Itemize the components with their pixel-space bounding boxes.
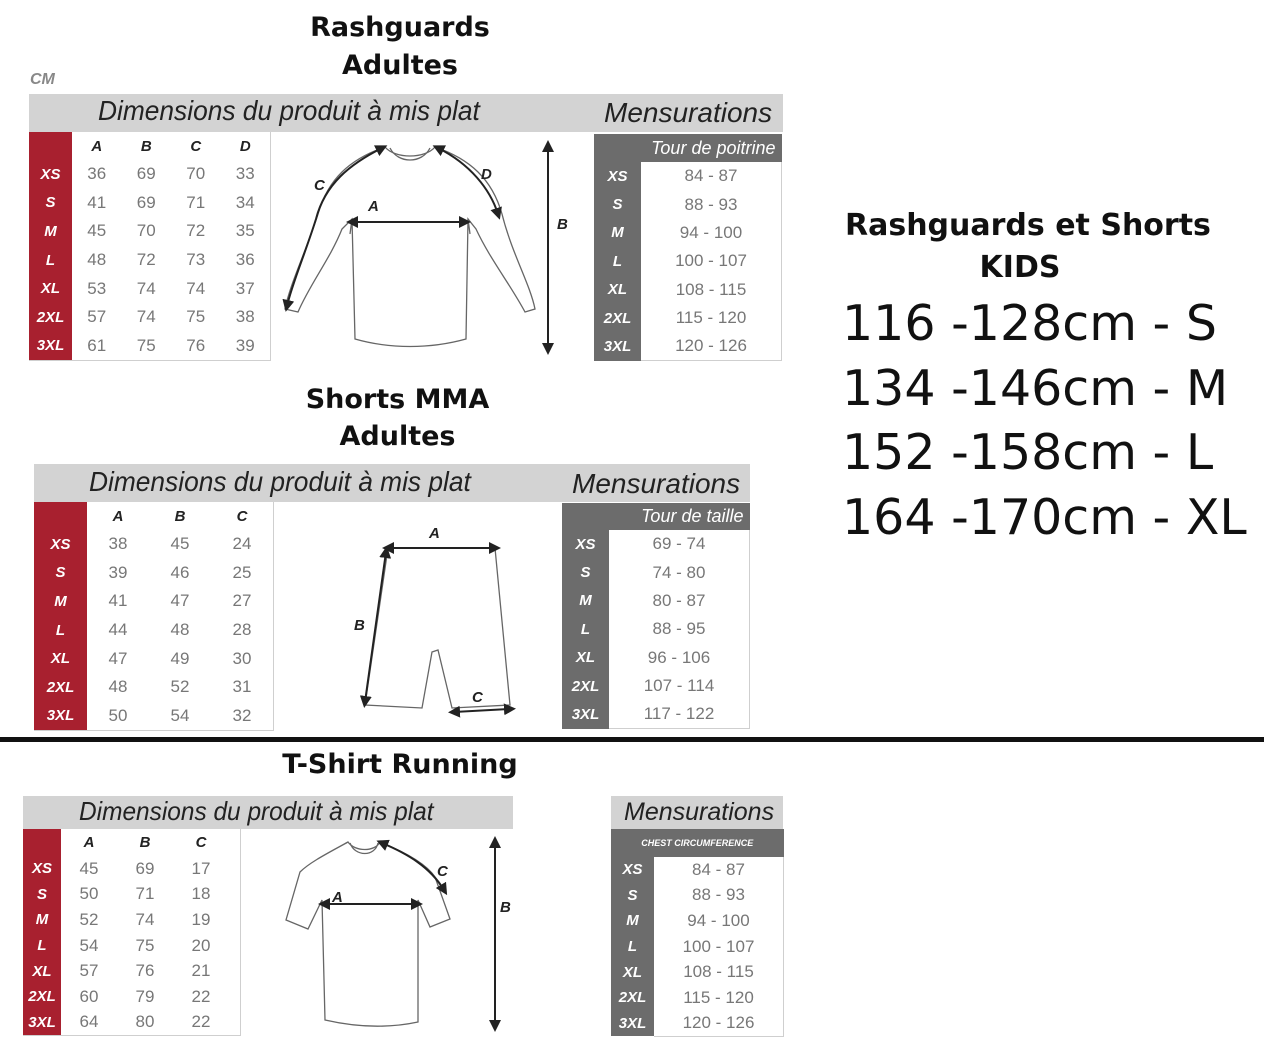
size-label: 3XL bbox=[34, 702, 87, 731]
dim-value: 17 bbox=[191, 858, 211, 878]
shorts-mens-table bbox=[562, 503, 750, 729]
dim-value: 54 bbox=[79, 935, 99, 955]
dim-value: 41 bbox=[87, 192, 107, 212]
dim-value: 36 bbox=[235, 250, 255, 270]
tshirt-dim-header: Dimensions du produit à mis plat bbox=[79, 796, 434, 826]
section-divider bbox=[0, 737, 1264, 742]
dim-value: 52 bbox=[170, 677, 190, 697]
dim-value: 57 bbox=[87, 307, 107, 327]
dim-value: 28 bbox=[232, 620, 252, 640]
table-row bbox=[23, 907, 229, 933]
table-row bbox=[29, 303, 270, 332]
mens-value: 108 - 115 bbox=[654, 959, 784, 985]
size-label: M bbox=[594, 219, 641, 247]
table-row bbox=[611, 1011, 784, 1037]
table-row bbox=[29, 217, 270, 246]
tshirt-diagram bbox=[280, 832, 520, 1032]
table-row bbox=[562, 672, 750, 700]
dim-value: 48 bbox=[108, 677, 128, 697]
table-row bbox=[562, 644, 750, 672]
dim-value: 69 bbox=[136, 192, 156, 212]
size-label: S bbox=[29, 189, 72, 218]
dim-value: 47 bbox=[170, 591, 190, 611]
size-label: 3XL bbox=[594, 332, 641, 360]
dim-value: 39 bbox=[235, 335, 255, 355]
dim-value: 75 bbox=[136, 335, 156, 355]
dim-value: 33 bbox=[235, 164, 255, 184]
kids-title-line1: Rashguards et Shorts bbox=[845, 208, 1211, 243]
dim-value: 36 bbox=[87, 164, 107, 184]
shorts-label-b: B bbox=[354, 617, 365, 634]
table-row bbox=[34, 673, 273, 702]
size-label: S bbox=[594, 190, 641, 218]
tshirt-shape bbox=[286, 842, 450, 1026]
size-label: 2XL bbox=[611, 985, 654, 1011]
shorts-title-line1: Shorts MMA bbox=[305, 384, 490, 415]
mens-value: 120 - 126 bbox=[654, 1011, 784, 1037]
mens-value: 115 - 120 bbox=[641, 304, 782, 332]
table-row bbox=[611, 883, 784, 909]
mens-value: 88 - 93 bbox=[654, 883, 784, 909]
mens-value: 120 - 126 bbox=[641, 332, 782, 360]
size-label: 3XL bbox=[562, 700, 609, 728]
dim-value: 52 bbox=[79, 909, 99, 929]
dim-value: 19 bbox=[191, 909, 211, 929]
size-label: XL bbox=[594, 276, 641, 304]
tshirt-label-c: C bbox=[437, 863, 448, 880]
mens-value: 80 - 87 bbox=[609, 587, 750, 615]
dim-value: 69 bbox=[135, 858, 155, 878]
dim-value: 70 bbox=[136, 221, 156, 241]
dim-value: 61 bbox=[87, 335, 107, 355]
dim-value: 74 bbox=[135, 909, 155, 929]
dim-column-header: A bbox=[83, 834, 95, 851]
table-row bbox=[562, 615, 750, 643]
dim-header-row bbox=[23, 829, 229, 856]
dim-column-header: C bbox=[195, 834, 207, 851]
size-label: XL bbox=[23, 958, 61, 984]
dim-value: 47 bbox=[108, 648, 128, 668]
size-column-corner bbox=[29, 132, 72, 160]
size-label: M bbox=[23, 907, 61, 933]
table-row bbox=[29, 189, 270, 218]
rashguard-diagram bbox=[280, 134, 590, 356]
dim-column-header: B bbox=[140, 137, 152, 155]
dim-value: 45 bbox=[170, 534, 190, 554]
table-row bbox=[611, 934, 784, 960]
dim-value: 38 bbox=[235, 307, 255, 327]
dim-value: 73 bbox=[186, 250, 206, 270]
dim-value: 80 bbox=[135, 1012, 155, 1032]
size-label: S bbox=[23, 882, 61, 908]
tshirt-mens-table bbox=[611, 829, 784, 1037]
mens-value: 108 - 115 bbox=[641, 276, 782, 304]
dim-value: 45 bbox=[87, 221, 107, 241]
rashguards-mens-table bbox=[594, 134, 782, 361]
mens-value: 107 - 114 bbox=[609, 672, 750, 700]
mens-value: 84 - 87 bbox=[654, 857, 784, 883]
dim-value: 76 bbox=[135, 961, 155, 981]
dim-column-header: A bbox=[112, 507, 124, 525]
mens-subheader: CHEST CIRCUMFERENCE bbox=[611, 829, 784, 857]
dim-value: 49 bbox=[170, 648, 190, 668]
dim-column-header: B bbox=[139, 834, 151, 851]
shorts-diagram bbox=[350, 520, 530, 720]
size-label: M bbox=[611, 908, 654, 934]
mens-value: 94 - 100 bbox=[641, 219, 782, 247]
table-row bbox=[23, 882, 229, 908]
dim-value: 74 bbox=[136, 307, 156, 327]
mens-subheader: Tour de poitrine bbox=[594, 134, 782, 162]
mens-value: 84 - 87 bbox=[641, 162, 782, 190]
dim-value: 38 bbox=[108, 534, 128, 554]
size-label: M bbox=[29, 217, 72, 246]
mens-value: 74 - 80 bbox=[609, 558, 750, 586]
size-label: M bbox=[562, 587, 609, 615]
size-column-corner bbox=[23, 829, 61, 856]
dim-value: 60 bbox=[79, 986, 99, 1006]
mens-value: 100 - 107 bbox=[654, 934, 784, 960]
dim-value: 69 bbox=[136, 164, 156, 184]
dim-value: 79 bbox=[135, 986, 155, 1006]
mens-value: 88 - 95 bbox=[609, 615, 750, 643]
size-label: 3XL bbox=[611, 1011, 654, 1037]
rashguard-label-c: C bbox=[314, 177, 325, 194]
size-label: 2XL bbox=[594, 304, 641, 332]
table-row bbox=[29, 246, 270, 275]
table-row bbox=[29, 160, 270, 189]
size-label: L bbox=[34, 616, 87, 645]
shorts-dim-header: Dimensions du produit à mis plat bbox=[89, 466, 471, 497]
table-row bbox=[562, 700, 750, 728]
mens-value: 117 - 122 bbox=[609, 700, 750, 728]
table-row bbox=[594, 304, 782, 332]
dim-header-row bbox=[29, 132, 270, 160]
size-label: L bbox=[23, 933, 61, 959]
dim-value: 74 bbox=[186, 278, 206, 298]
size-label: L bbox=[29, 246, 72, 275]
mens-subheader: Tour de taille bbox=[562, 503, 750, 530]
rashguard-label-a: A bbox=[368, 198, 379, 215]
tshirt-title: T-Shirt Running bbox=[282, 749, 518, 780]
size-label: 2XL bbox=[562, 672, 609, 700]
dim-value: 37 bbox=[235, 278, 255, 298]
mens-header-row bbox=[611, 829, 784, 857]
shorts-label-a: A bbox=[429, 525, 440, 542]
dim-column-header: C bbox=[190, 137, 202, 155]
dim-value: 48 bbox=[87, 250, 107, 270]
dim-value: 48 bbox=[170, 620, 190, 640]
mens-value: 96 - 106 bbox=[609, 644, 750, 672]
rashguard-measure-lines bbox=[287, 146, 548, 349]
dim-value: 24 bbox=[232, 534, 252, 554]
table-row bbox=[594, 332, 782, 360]
dim-value: 53 bbox=[87, 278, 107, 298]
table-row bbox=[34, 616, 273, 645]
dim-value: 21 bbox=[191, 961, 211, 981]
dim-column-header: D bbox=[239, 137, 251, 155]
table-row bbox=[594, 190, 782, 218]
tshirt-label-a: A bbox=[332, 889, 343, 906]
mens-value: 100 - 107 bbox=[641, 247, 782, 275]
shorts-mens-header: Mensurations bbox=[572, 468, 741, 499]
size-label: L bbox=[611, 934, 654, 960]
dim-value: 57 bbox=[79, 961, 99, 981]
table-row bbox=[611, 908, 784, 934]
table-row bbox=[34, 702, 273, 731]
dim-value: 50 bbox=[108, 705, 128, 725]
table-row bbox=[562, 558, 750, 586]
kids-size-line: 134 -146cm - M bbox=[842, 360, 1229, 417]
dim-value: 32 bbox=[232, 705, 252, 725]
tshirt-dim-table bbox=[23, 829, 229, 1035]
tshirt-label-b: B bbox=[500, 899, 511, 916]
table-row bbox=[34, 559, 273, 588]
table-row bbox=[611, 857, 784, 883]
size-label: 3XL bbox=[29, 332, 72, 361]
unit-label: CM bbox=[30, 71, 55, 88]
dim-value: 18 bbox=[191, 884, 211, 904]
kids-size-line: 116 -128cm - S bbox=[842, 295, 1217, 352]
rashguard-label-b: B bbox=[557, 216, 568, 233]
table-row bbox=[34, 587, 273, 616]
size-column-corner bbox=[34, 502, 87, 530]
dim-value: 54 bbox=[170, 705, 190, 725]
table-row bbox=[594, 162, 782, 190]
shorts-shape bbox=[365, 548, 510, 708]
size-label: XL bbox=[562, 644, 609, 672]
rashguards-dim-table bbox=[29, 132, 270, 360]
dim-value: 76 bbox=[186, 335, 206, 355]
table-row bbox=[562, 530, 750, 558]
dim-value: 74 bbox=[136, 278, 156, 298]
shorts-title-line2: Adultes bbox=[339, 421, 456, 452]
size-label: XS bbox=[594, 162, 641, 190]
size-label: 3XL bbox=[23, 1010, 61, 1036]
dim-column-header: C bbox=[236, 507, 248, 525]
table-row bbox=[594, 247, 782, 275]
dim-value: 22 bbox=[191, 1012, 211, 1032]
dim-value: 30 bbox=[232, 648, 252, 668]
size-label: 2XL bbox=[29, 303, 72, 332]
table-row bbox=[29, 274, 270, 303]
table-row bbox=[23, 933, 229, 959]
size-label: 2XL bbox=[34, 673, 87, 702]
table-row bbox=[34, 530, 273, 559]
shorts-measure-lines bbox=[365, 548, 510, 712]
kids-size-line: 164 -170cm - XL bbox=[842, 489, 1247, 546]
dim-value: 27 bbox=[232, 591, 252, 611]
size-label: XS bbox=[34, 530, 87, 559]
size-label: S bbox=[562, 558, 609, 586]
mens-value: 69 - 74 bbox=[609, 530, 750, 558]
table-row bbox=[23, 856, 229, 882]
size-label: S bbox=[34, 559, 87, 588]
mens-header-row bbox=[562, 503, 750, 530]
rashguards-title-line2: Adultes bbox=[342, 50, 458, 81]
table-row bbox=[23, 958, 229, 984]
mens-value: 88 - 93 bbox=[641, 190, 782, 218]
dim-value: 31 bbox=[232, 677, 252, 697]
size-label: L bbox=[594, 247, 641, 275]
size-label: XL bbox=[29, 274, 72, 303]
dim-value: 75 bbox=[186, 307, 206, 327]
size-label: XS bbox=[562, 530, 609, 558]
table-row bbox=[34, 644, 273, 673]
kids-title-line2: KIDS bbox=[979, 250, 1061, 285]
dim-value: 70 bbox=[186, 164, 206, 184]
rashguards-title-line1: Rashguards bbox=[310, 12, 490, 43]
size-label: S bbox=[611, 883, 654, 909]
tshirt-measure-lines bbox=[324, 842, 495, 1026]
dim-value: 72 bbox=[136, 250, 156, 270]
size-label: XS bbox=[29, 160, 72, 189]
dim-value: 25 bbox=[232, 562, 252, 582]
dim-value: 72 bbox=[186, 221, 206, 241]
dim-value: 35 bbox=[235, 221, 255, 241]
dim-value: 34 bbox=[235, 192, 255, 212]
dim-value: 22 bbox=[191, 986, 211, 1006]
table-row bbox=[562, 587, 750, 615]
rashguards-dim-header: Dimensions du produit à mis plat bbox=[98, 95, 480, 126]
table-row bbox=[611, 985, 784, 1011]
size-label: L bbox=[562, 615, 609, 643]
dim-column-header: A bbox=[91, 137, 103, 155]
mens-header-row bbox=[594, 134, 782, 162]
mens-value: 115 - 120 bbox=[654, 985, 784, 1011]
tshirt-mens-header: Mensurations bbox=[624, 798, 775, 826]
rashguards-mens-header: Mensurations bbox=[604, 97, 773, 128]
size-label: XL bbox=[611, 959, 654, 985]
dim-value: 64 bbox=[79, 1012, 99, 1032]
table-row bbox=[23, 984, 229, 1010]
shorts-dim-table bbox=[34, 502, 273, 730]
table-row bbox=[594, 219, 782, 247]
table-row bbox=[23, 1010, 229, 1036]
dim-value: 50 bbox=[79, 884, 99, 904]
table-row bbox=[611, 959, 784, 985]
rashguard-label-d: D bbox=[481, 166, 492, 183]
dim-header-row bbox=[34, 502, 273, 530]
dim-value: 46 bbox=[170, 562, 190, 582]
dim-value: 39 bbox=[108, 562, 128, 582]
dim-value: 75 bbox=[135, 935, 155, 955]
table-row bbox=[594, 276, 782, 304]
shorts-label-c: C bbox=[472, 689, 483, 706]
dim-value: 71 bbox=[135, 884, 155, 904]
mens-value: 94 - 100 bbox=[654, 908, 784, 934]
dim-value: 20 bbox=[191, 935, 211, 955]
dim-value: 45 bbox=[79, 858, 99, 878]
size-label: XL bbox=[34, 644, 87, 673]
size-label: 2XL bbox=[23, 984, 61, 1010]
table-row bbox=[29, 332, 270, 361]
size-label: M bbox=[34, 587, 87, 616]
dim-value: 44 bbox=[108, 620, 128, 640]
kids-size-line: 152 -158cm - L bbox=[842, 424, 1214, 481]
size-label: XS bbox=[611, 857, 654, 883]
dim-column-header: B bbox=[174, 507, 186, 525]
dim-value: 41 bbox=[108, 591, 128, 611]
dim-value: 71 bbox=[186, 192, 206, 212]
size-label: XS bbox=[23, 856, 61, 882]
